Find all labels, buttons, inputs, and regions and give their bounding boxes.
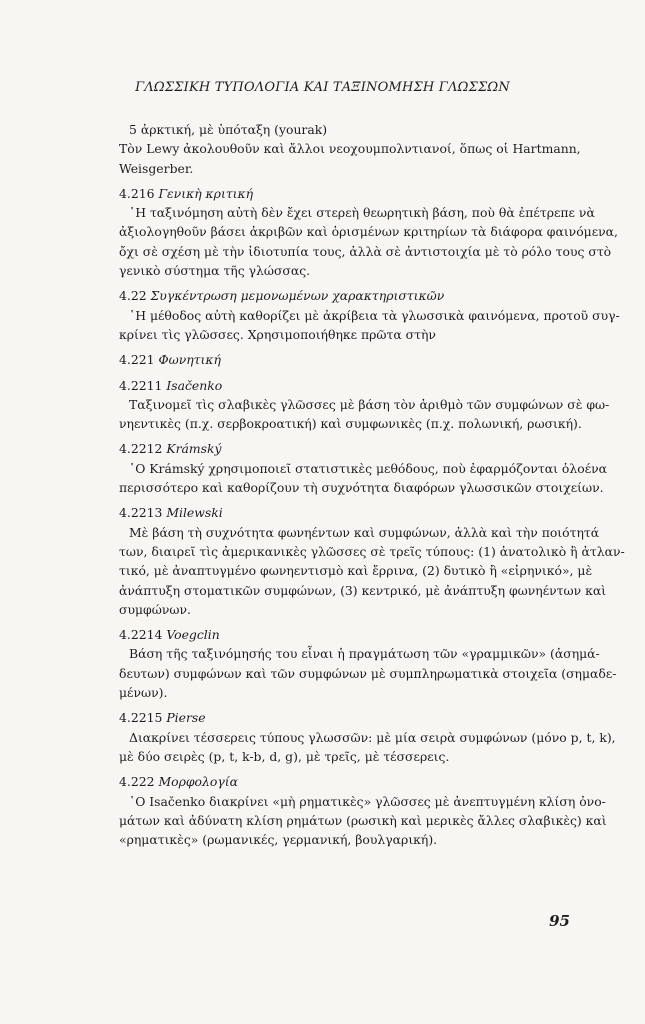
section-title: Pierse (166, 710, 206, 726)
section-number: 4.216 (119, 185, 155, 201)
section-heading (119, 184, 567, 203)
section-block (119, 503, 625, 619)
text-line: Διακρίνει τέσσερεις τύπους γλωσσῶν: μὲ μία σειρὰ συμφώνων (μόνο p, t, k), (129, 729, 616, 745)
text-line: μάτων καὶ ἀδύνατη κλίση ρημάτων (ρωσικὴ καὶ μερικὲς ἄλλες σλαβικὲς) καὶ (119, 812, 607, 828)
text-line: Βάση τῆς ταξινόμησής του εἶναι ἡ πραγμάτωση τῶν «γραμμικῶν» (ἀσημά- (129, 646, 600, 662)
text-line: Τὸν Lewy ἀκολουθοῦν καὶ ἄλλοι νεοχουμπολντιανοί, ὅπως οἱ Hartmann, (119, 141, 581, 157)
section-block (119, 772, 607, 849)
text-line: γενικὸ σύστημα τῆς γλώσσας. (119, 263, 311, 279)
section-heading (119, 772, 567, 791)
text-line: μένων). (119, 685, 168, 701)
section-heading (119, 708, 567, 727)
section-block (119, 376, 610, 434)
section-block (119, 350, 567, 369)
intro-block (119, 120, 581, 178)
text-line: περισσότερο καὶ καθορίζουν τὴ συχνότητα διαφόρων γλωσσικῶν στοιχείων. (119, 480, 604, 496)
text-line: μὲ δύο σειρὲς (p, t, k-b, d, g), μὲ τρεῖς, μὲ τέσσερεις. (119, 748, 450, 764)
section-title: Krámský (166, 441, 222, 457)
page-body (119, 120, 625, 849)
text-line: ῾Ο Krámský χρησιμοποιεῖ στατιστικὲς μεθόδους, ποὺ ἐφαρμόζονται ὁλοένα (129, 460, 608, 476)
section-heading (119, 439, 567, 458)
section-block (119, 708, 616, 766)
section-number: 4.22 (119, 288, 147, 304)
section-heading (119, 350, 567, 369)
section-heading (119, 286, 567, 305)
section-block (119, 184, 618, 280)
text-line: συμφώνων. (119, 601, 191, 617)
section-title: Συγκέντρωση μεμονωμένων χαρακτηριστικῶν (150, 288, 445, 304)
section-number: 4.2213 (119, 505, 163, 521)
text-line: των, διαιρεῖ τὶς ἀμερικανικὲς γλῶσσες σὲ τρεῖς τύπους: (1) ἀνατολικὸ ἢ ἀτλαν- (119, 543, 625, 559)
section-block (119, 625, 617, 702)
text-line: ὄχι σὲ σχέση μὲ τὴν ἰδιοτυπία τους, ἀλλὰ σὲ ἀντιστοιχία μὲ τὸ ρόλο τους στὸ (119, 243, 612, 259)
section-heading (119, 625, 567, 644)
section-number: 4.2215 (119, 710, 163, 726)
text-line: δευτων) συμφώνων καὶ τῶν συμφώνων μὲ συμπληρωματικὰ στοιχεῖα (σημαδε- (119, 665, 617, 681)
text-line: Μὲ βάση τὴ συχνότητα φωνηέντων καὶ συμφώνων, ἀλλὰ καὶ τὴν ποιότητά (129, 524, 600, 540)
section-number: 4.2211 (119, 377, 163, 393)
section-block (119, 439, 608, 497)
text-line: ῾Η ταξινόμηση αὐτὴ δὲν ἔχει στερεὴ θεωρητικὴ βάση, ποὺ θὰ ἐπέτρεπε νὰ (129, 205, 595, 221)
page-number: 95 (549, 912, 570, 930)
text-line: Weisgerber. (119, 160, 194, 176)
section-heading (119, 376, 567, 395)
text-line: ἀνάπτυξη στοματικῶν συμφώνων, (3) κεντρικό, μὲ ἀνάπτυξη φωνηέντων καὶ (119, 582, 607, 598)
section-title: Milewski (166, 505, 223, 521)
text-line: ἀξιολογηθοῦν βάσει ἀκριβῶν καὶ ὁρισμένων κριτηρίων τὰ διάφορα φαινόμενα, (119, 224, 618, 240)
text-line: τικό, μὲ ἀναπτυγμένο φωνηεντισμὸ καὶ ἔρρινα, (2) δυτικὸ ἢ «εἰρηνικό», μὲ (119, 563, 593, 579)
text-line: νηεντικὲς (π.χ. σερβοκροατική) καὶ συμφωνικὲς (π.χ. πολωνική, ρωσική). (119, 416, 582, 432)
section-number: 4.2214 (119, 627, 163, 643)
text-line: ῾Η μέθοδος αὐτὴ καθορίζει μὲ ἀκρίβεια τὰ γλωσσικὰ φαινόμενα, προτοῦ συγ- (129, 307, 620, 323)
text-line: 5 ἀρκτική, μὲ ὑπόταξη (yourak) (129, 122, 328, 137)
text-line: ῾Ο Isačenko διακρίνει «μὴ ρηματικὲς» γλῶσσες μὲ ἀνεπτυγμένη κλίση ὀνο- (129, 793, 606, 809)
section-number: 4.2212 (119, 441, 163, 457)
section-number: 4.222 (119, 774, 155, 790)
section-title: Γενικὴ κριτική (158, 185, 254, 201)
section-title: Μορφολογία (158, 774, 238, 790)
text-line: κρίνει τὶς γλῶσσες. Χρησιμοποιήθηκε πρῶτα στὴν (119, 326, 436, 342)
sections-container (119, 178, 625, 850)
section-title: Isačenko (166, 377, 223, 393)
section-title: Φωνητική (158, 352, 221, 368)
text-line: «ρηματικὲς» (ρωμανικές, γερμανική, βουλγαρική). (119, 832, 438, 848)
running-header: ΓΛΩΣΣΙΚΗ ΤΥΠΟΛΟΓΙΑ ΚΑΙ ΤΑΞΙΝΟΜΗΣΗ ΓΛΩΣΣΩΝ (135, 80, 510, 95)
section-number: 4.221 (119, 352, 155, 368)
section-block (119, 286, 620, 344)
text-line: Ταξινομεῖ τὶς σλαβικὲς γλῶσσες μὲ βάση τὸν ἀριθμὸ τῶν συμφώνων σὲ φω- (129, 396, 610, 412)
section-heading (119, 503, 567, 522)
section-title: Voegclin (166, 627, 220, 643)
